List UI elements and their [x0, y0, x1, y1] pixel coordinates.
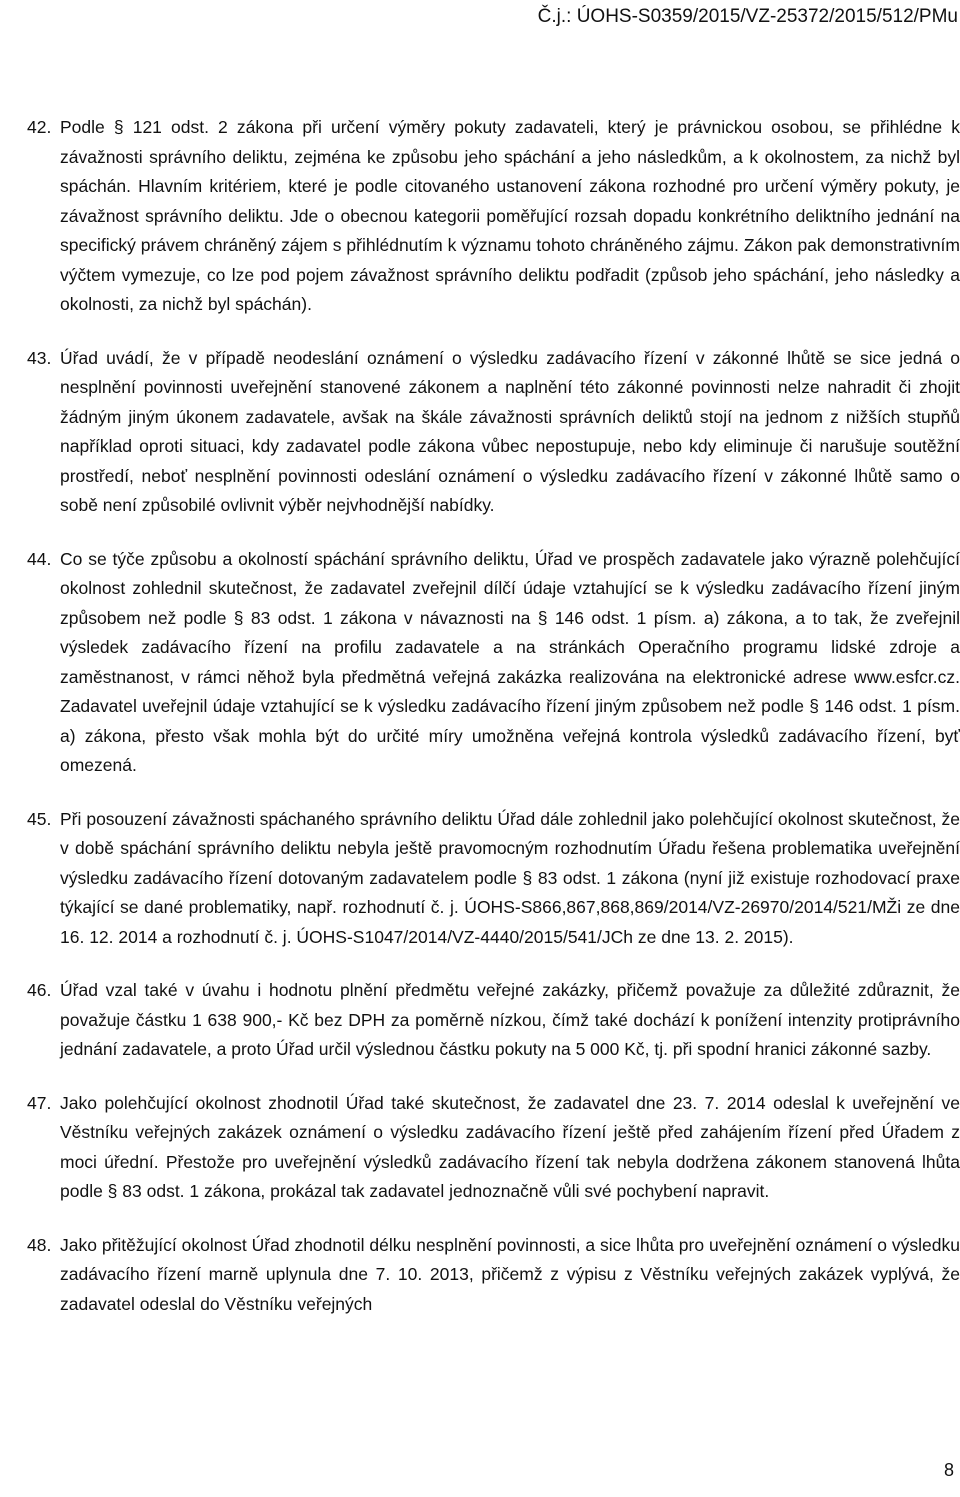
document-reference-number: Č.j.: ÚOHS-S0359/2015/VZ-25372/2015/512/PMu	[537, 6, 958, 27]
paragraph-text: Při posouzení závažnosti spáchaného správního deliktu Úřad dále zohlednil jako polehčující okolnost skutečnost, že v době spáchání správního deliktu nebyla ještě pravomocným rozhodnutím Úřadu řešena problematika uveřejnění výsledku zadávacího řízení dotovaným zadavatelem podle § 83 odst. 1 zákona (nyní již existuje rozhodovací praxe týkající se dané problematiky, např. rozhodnutí č. j. ÚOHS-S866,867,868,869/2014/VZ-26970/2014/521/MŽi ze dne 16. 12. 2014 a rozhodnutí č. j. ÚOHS-S1047/2014/VZ-4440/2015/541/JCh ze dne 13. 2. 2015).	[60, 808, 960, 947]
paragraph-number: 45.	[27, 808, 52, 829]
paragraph-46	[27, 976, 960, 1065]
paragraph-47	[27, 1089, 960, 1207]
paragraph-45	[27, 805, 960, 953]
paragraph-number: 43.	[27, 347, 52, 368]
paragraph-text: Jako polehčující okolnost zhodnotil Úřad také skutečnost, že zadavatel dne 23. 7. 2014 odeslal k uveřejnění ve Věstníku veřejných zakázek oznámení o výsledku zadávacího řízení ještě před zahájením řízení před Úřadem z moci úřední. Přestože pro uveřejnění výsledků zadávacího řízení tak nebyla dodržena zákonem stanovená lhůta podle § 83 odst. 1 zákona, prokázal tak zadavatel jednoznačně vůli své pochybení napravit.	[60, 1092, 960, 1201]
paragraph-text: Podle § 121 odst. 2 zákona při určení výměry pokuty zadavateli, který je právnickou osobou, se přihlédne k závažnosti správního deliktu, zejména ke způsobu jeho spáchání a jeho následkům, a k okolnostem, za nichž byl spáchán. Hlavním kritériem, které je podle citovaného ustanovení zákona rozhodné pro určení výměry pokuty, je závažnost správního deliktu. Jde o obecnou kategorii poměřující rozsah dopadu konkrétního deliktního jednání na specifický právem chráněný zájem s přihlédnutím k významu tohoto chráněného zájmu. Zákon pak demonstrativním výčtem vymezuje, co lze pod pojem závažnost správního deliktu podřadit (způsob jeho spáchání, jeho následky a okolnosti, za nichž byl spáchán).	[60, 117, 960, 314]
paragraph-number: 47.	[27, 1092, 52, 1113]
paragraph-text: Jako přitěžující okolnost Úřad zhodnotil délku nesplnění povinnosti, a sice lhůta pro uveřejnění oznámení o výsledku zadávacího řízení marně uplynula dne 7. 10. 2013, přičemž z výpisu z Věstníku veřejných zakázek vyplývá, že zadavatel odeslal do Věstníku veřejných	[60, 1234, 960, 1314]
paragraph-44	[27, 545, 960, 781]
paragraph-number: 42.	[27, 117, 52, 137]
paragraph-42	[27, 113, 960, 320]
page-number: 8	[943, 1460, 954, 1480]
paragraph-48	[27, 1231, 960, 1320]
paragraph-text: Úřad uvádí, že v případě neodeslání oznámení o výsledku zadávacího řízení v zákonné lhůtě se sice jedná o nesplnění povinnosti uveřejnění stanovené zákonem a naplnění této zákonné povinnosti nelze nahradit či zhojit žádným jiným úkonem zadavatele, avšak na škále závažnosti správních deliktů stojí na jednom z nižších stupňů například oproti situaci, kdy zadavatel podle zákona vůbec nepostupuje, nebo kdy eliminuje či narušuje soutěžní prostředí, neboť nesplnění povinnosti odeslání oznámení o výsledku zadávacího řízení v zákonné lhůtě samo o sobě není způsobilé ovlivnit výběr nejvhodnější nabídky.	[60, 347, 960, 515]
paragraph-text: Úřad vzal také v úvahu i hodnotu plnění předmětu veřejné zakázky, přičemž považuje za důležité zdůraznit, že považuje částku 1 638 900,- Kč bez DPH za poměrně nízkou, čímž také dochází k ponížení intenzity protiprávního jednání zadavatele, a proto Úřad určil výslednou částku pokuty na 5 000 Kč, tj. při spodní hranici zákonné sazby.	[60, 980, 960, 1059]
document-body	[27, 113, 960, 1343]
paragraph-text: Co se týče způsobu a okolností spáchání správního deliktu, Úřad ve prospěch zadavatele jako výrazně polehčující okolnost zohlednil skutečnost, že zadavatel zveřejnil dílčí údaje vztahující se k výsledku zadávacího řízení jiným způsobem než podle § 83 odst. 1 zákona v návaznosti na § 146 odst. 1 písm. a) zákona, a to tak, že zveřejnil výsledek zadávacího řízení na profilu zadavatele a na stránkách Operačního programu lidské zdroje a zaměstnanost, v rámci něhož byla předmětná veřejná zakázka realizována na elektronické adrese www.esfcr.cz. Zadavatel uveřejnil údaje vztahující se k výsledku zadávacího řízení jiným způsobem než podle § 146 odst. 1 písm. a) zákona, přesto však mohla být do určité míry umožněna veřejná kontrola výsledků zadávacího řízení, byť omezená.	[60, 548, 960, 775]
paragraph-number: 44.	[27, 548, 52, 569]
paragraph-number: 48.	[27, 1234, 52, 1255]
paragraph-number: 46.	[27, 980, 52, 1000]
paragraph-43	[27, 344, 960, 521]
